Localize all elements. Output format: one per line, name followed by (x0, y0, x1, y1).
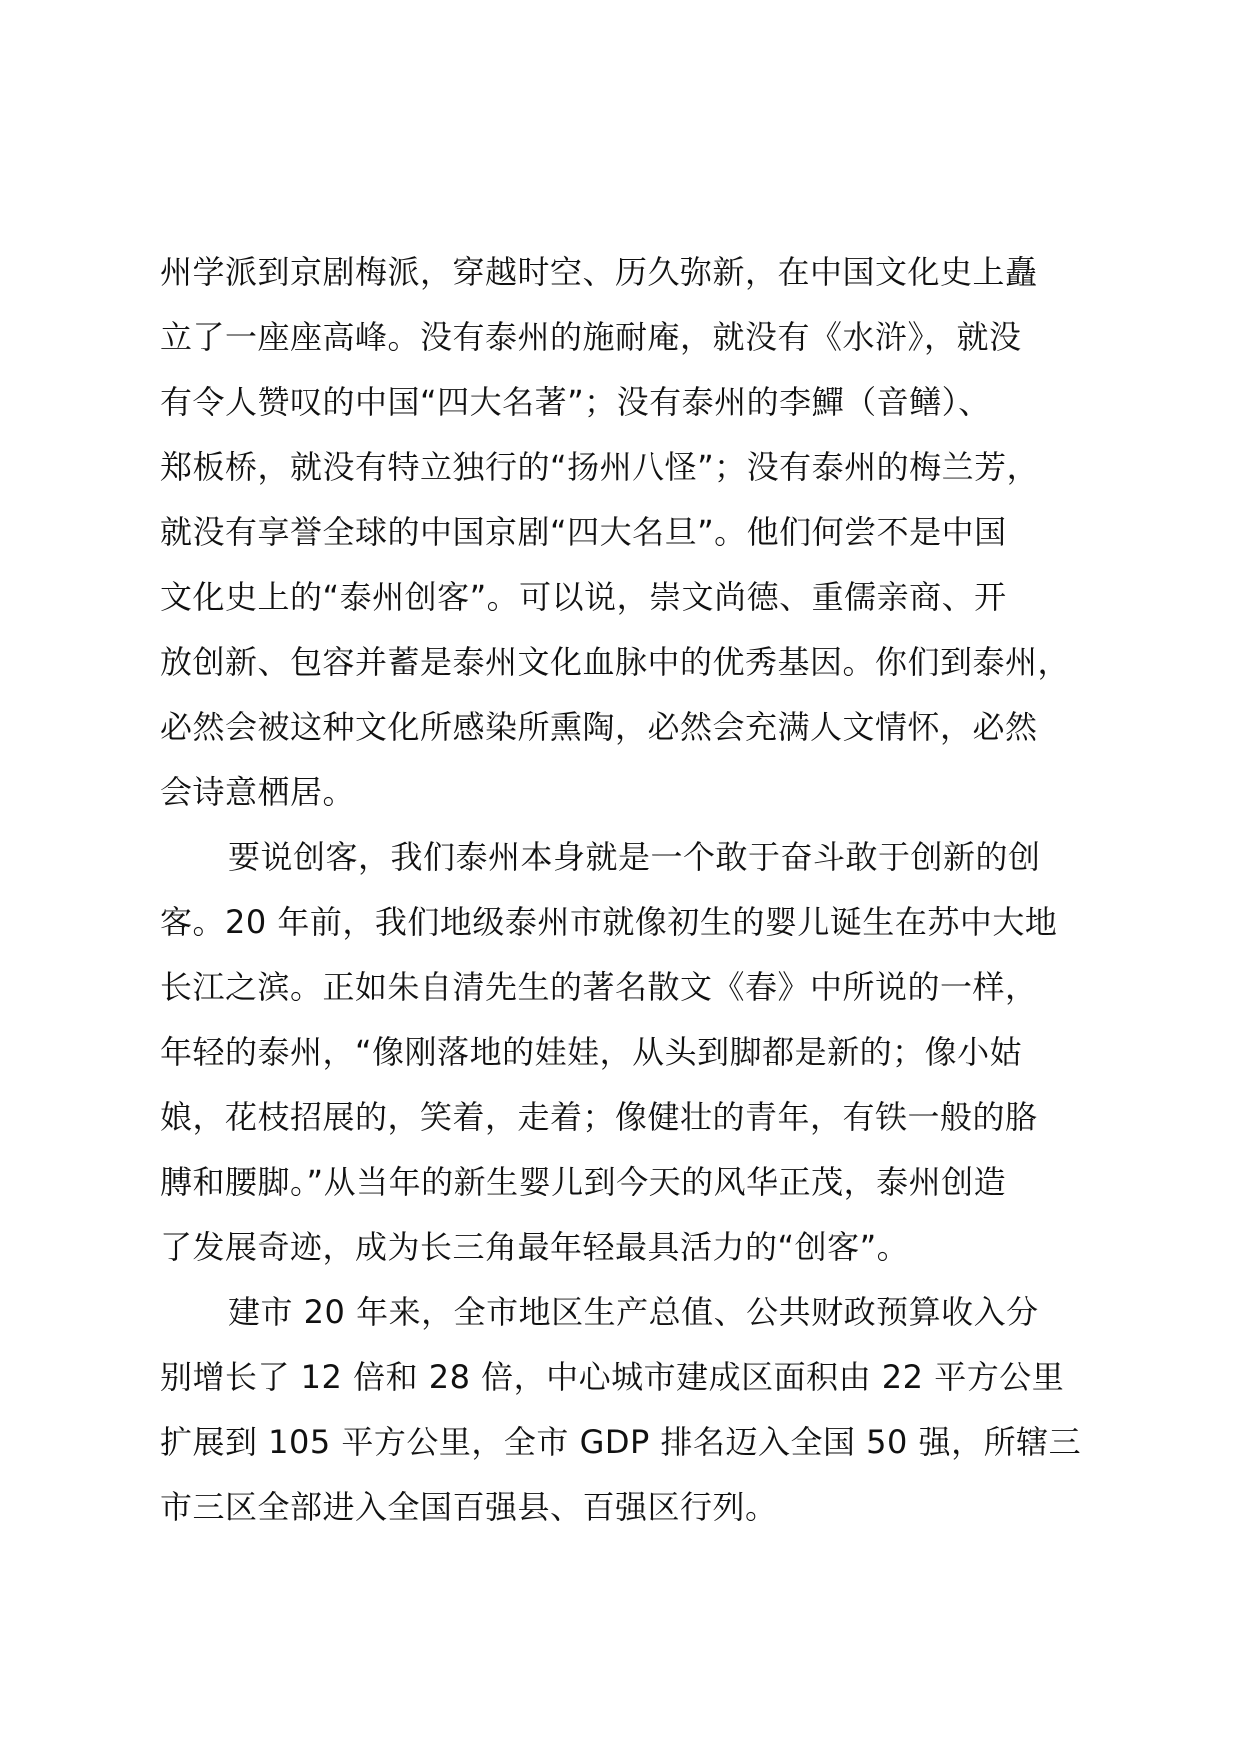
text-line: 别增长了 12 倍和 28 倍，中心城市建成区面积由 22 平方公里 (160, 1358, 1065, 1396)
text-line: 放创新、包容并蓄是泰州文化血脉中的优秀基因。你们到泰州， (160, 643, 1071, 681)
text-line: 就没有享誉全球的中国京剧“四大名旦”。他们何尝不是中国 (160, 513, 1007, 551)
paragraph-2 (160, 825, 1120, 1280)
text-line: 膊和腰脚。”从当年的新生婴儿到今天的风华正茂，泰州创造 (160, 1163, 1007, 1201)
text-line: 了发展奇迹，成为长三角最年轻最具活力的“创客”。 (160, 1228, 910, 1266)
text-line: 市三区全部进入全国百强县、百强区行列。 (160, 1488, 778, 1526)
text-line: 长江之滨。正如朱自清先生的著名散文《春》中所说的一样， (160, 968, 1038, 1006)
text-line: 郑板桥，就没有特立独行的“扬州八怪”；没有泰州的梅兰芳， (160, 448, 1040, 486)
text-line: 立了一座座高峰。没有泰州的施耐庵，就没有《水浒》，就没 (160, 318, 1022, 356)
text-line: 会诗意栖居。 (160, 773, 356, 811)
text-line: 娘，花枝招展的，笑着，走着；像健壮的青年，有铁一般的胳 (160, 1098, 1038, 1136)
text-line: 要说创客，我们泰州本身就是一个敢于奋斗敢于创新的创 (228, 838, 1041, 876)
text-line: 年轻的泰州，“像刚落地的娃娃，从头到脚都是新的；像小姑 (160, 1033, 1023, 1071)
text-line: 州学派到京剧梅派，穿越时空、历久弥新，在中国文化史上矗 (160, 253, 1038, 291)
paragraph-3 (160, 1280, 1120, 1540)
document-body (160, 240, 1120, 1540)
text-line: 文化史上的“泰州创客”。可以说，崇文尚德、重儒亲商、开 (160, 578, 1007, 616)
text-line: 必然会被这种文化所感染所熏陶，必然会充满人文情怀，必然 (160, 708, 1038, 746)
text-line: 建市 20 年来，全市地区生产总值、公共财政预算收入分 (228, 1293, 1039, 1331)
paragraph-1 (160, 240, 1120, 825)
text-line: 客。20 年前，我们地级泰州市就像初生的婴儿诞生在苏中大地 (160, 903, 1058, 941)
text-line: 有令人赞叹的中国“四大名著”；没有泰州的李鱓（音鳝）、 (160, 383, 991, 421)
text-line: 扩展到 105 平方公里，全市 GDP 排名迈入全国 50 强，所辖三 (160, 1423, 1082, 1461)
